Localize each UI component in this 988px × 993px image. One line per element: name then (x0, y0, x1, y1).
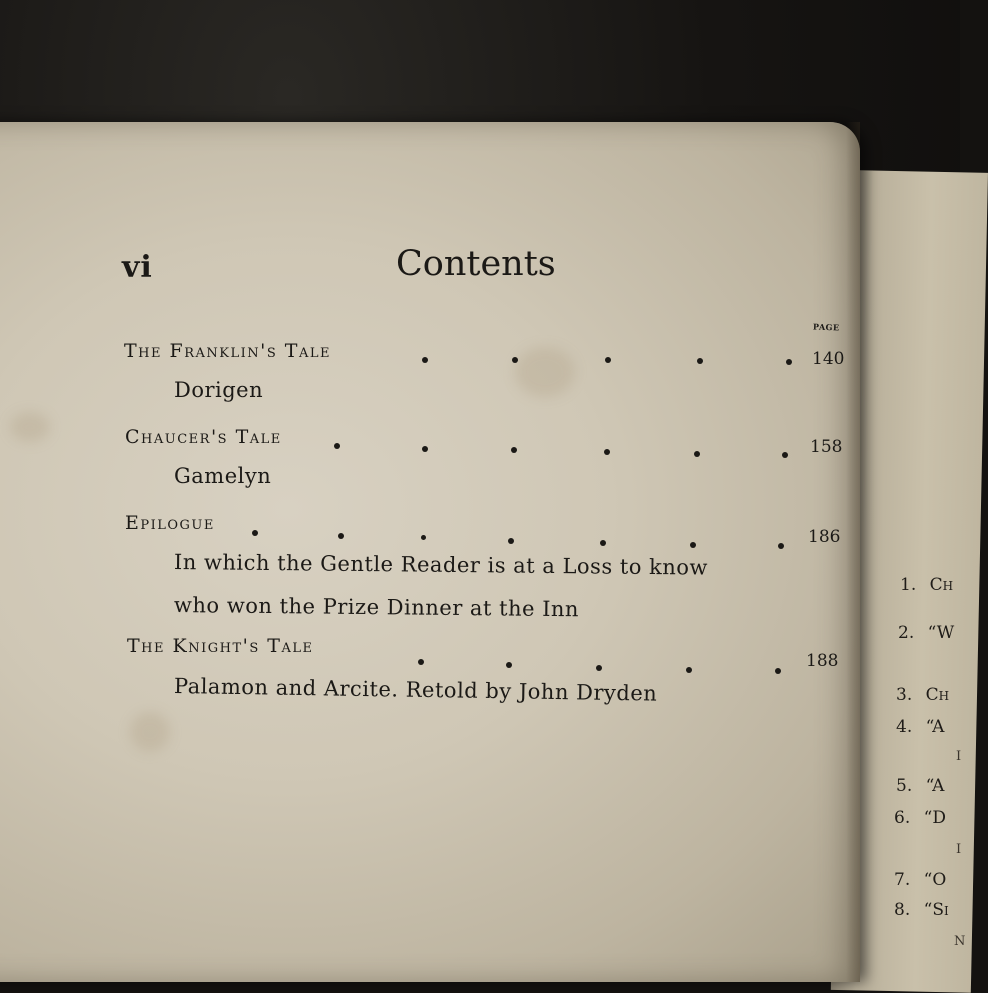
toc-entry-subtitle-line: who won the Prize Dinner at the Inn (173, 593, 580, 622)
line-number: 5. (896, 776, 913, 796)
leader-dot (512, 357, 518, 363)
right-page-mark: N (954, 934, 966, 949)
leader-dot (252, 530, 258, 536)
leader-dot (786, 359, 792, 365)
toc-entry-page: 188 (806, 651, 839, 671)
right-page-line (894, 870, 946, 890)
right-page-line (894, 900, 949, 920)
line-number: 1. (900, 575, 917, 595)
toc-entry-subtitle: Palamon and Arcite. Retold by John Dryden (173, 674, 658, 706)
line-text: “A (925, 776, 945, 796)
leader-dot (506, 662, 512, 668)
right-page-mark: I (956, 842, 962, 857)
line-text: “A (925, 717, 945, 737)
toc-entry-title: The Knight's Tale (127, 635, 314, 657)
line-number: 4. (896, 717, 913, 737)
right-page-line (894, 808, 946, 828)
right-page-line (896, 717, 944, 737)
leader-dot (418, 659, 424, 665)
page-number: vi (122, 250, 153, 285)
leader-dot (690, 542, 696, 548)
toc-entry-title: The Franklin's Tale (124, 340, 331, 362)
toc-entry-subtitle: Gamelyn (174, 464, 272, 488)
line-number: 2. (898, 623, 915, 643)
page-column-label: PAGE (812, 321, 840, 333)
page-stain (515, 347, 575, 397)
leader-dot (334, 443, 340, 449)
leader-dot (596, 665, 602, 671)
line-text: “Si (923, 900, 949, 920)
leader-dot (697, 358, 703, 364)
toc-entry-title: Chaucer's Tale (125, 426, 282, 448)
line-number: 8. (894, 900, 911, 920)
toc-entry-page: 158 (810, 437, 843, 457)
leader-dot (422, 446, 428, 452)
line-text: “D (923, 808, 946, 828)
right-page-mark: I (956, 749, 962, 764)
leader-dot (600, 540, 606, 546)
leader-dot (508, 538, 514, 544)
line-number: 6. (894, 808, 911, 828)
right-page-line (900, 575, 953, 595)
leader-dot (778, 543, 784, 549)
line-text: Ch (925, 685, 950, 705)
leader-dot (604, 449, 610, 455)
toc-entry-subtitle: Dorigen (174, 378, 264, 402)
right-page-line (896, 776, 944, 796)
line-number: 3. (896, 685, 913, 705)
leader-dot (694, 451, 700, 457)
leader-dot (775, 668, 781, 674)
leader-dot (421, 535, 426, 540)
leader-dot (686, 667, 692, 673)
line-text: Ch (929, 575, 954, 595)
toc-entry-page: 186 (808, 527, 841, 547)
leader-dot (338, 533, 344, 539)
leader-dot (605, 357, 611, 363)
toc-entry-title: Epilogue (125, 512, 215, 534)
right-page-line (896, 685, 949, 705)
leader-dot (782, 452, 788, 458)
toc-entry-page: 140 (812, 349, 845, 369)
line-number: 7. (894, 870, 911, 890)
right-page-line (898, 623, 954, 643)
page-title: Contents (396, 244, 556, 284)
line-text: “O (923, 870, 947, 890)
toc-entry-subtitle-line: In which the Gentle Reader is at a Loss to know (173, 550, 709, 580)
page-stain (10, 412, 50, 442)
line-text: “W (927, 623, 955, 643)
leader-dot (422, 357, 428, 363)
leader-dot (511, 447, 517, 453)
page-stain (130, 712, 170, 752)
